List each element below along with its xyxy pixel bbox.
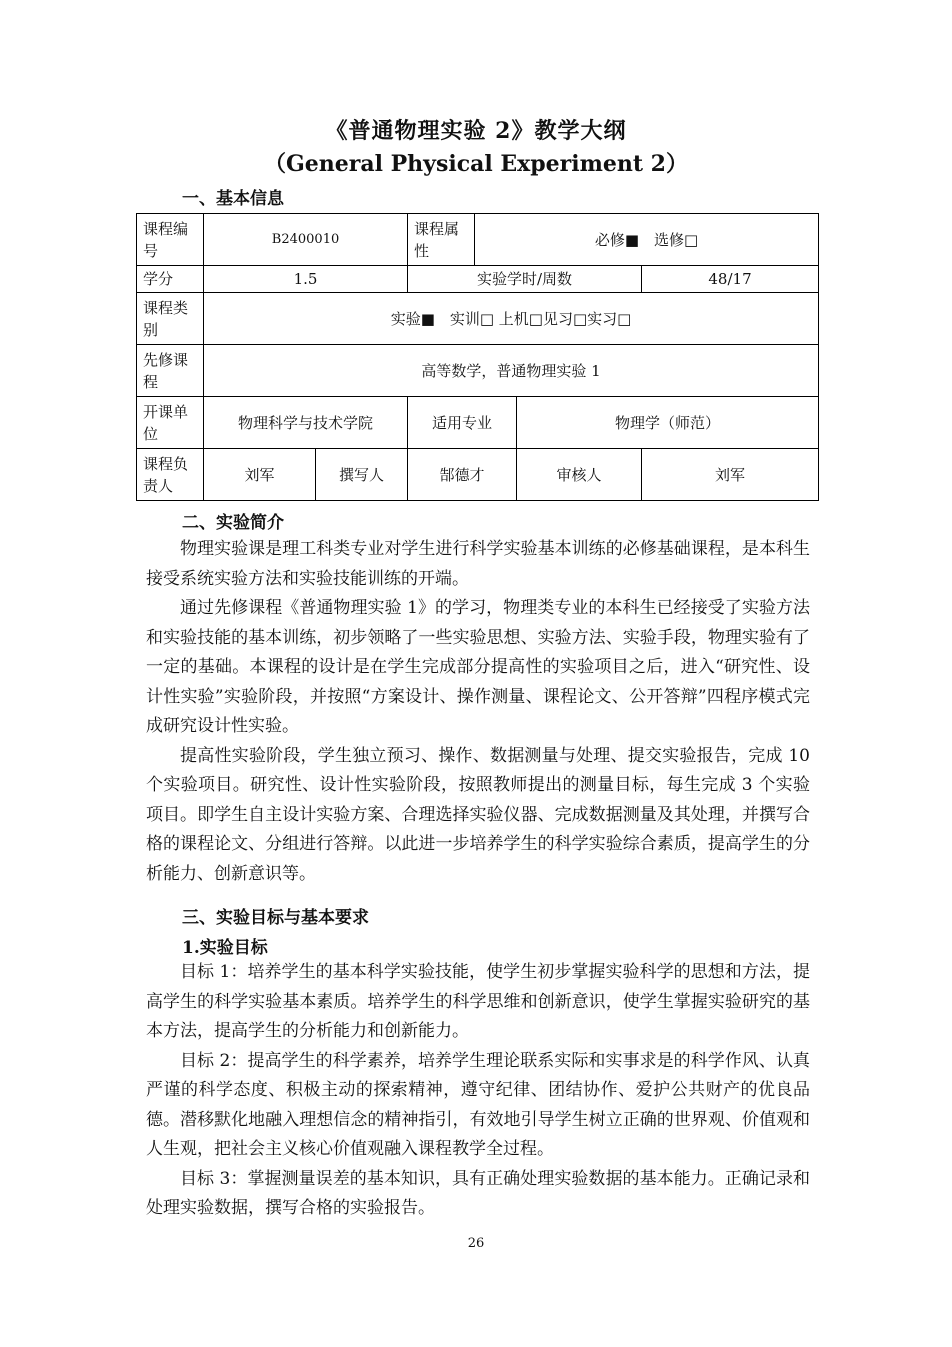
paragraph: 目标 3：掌握测量误差的基本知识，具有正确处理实验数据的基本能力。正确记录和处理实验数据，撰写合格的实验报告。 <box>146 1168 810 1218</box>
document-subtitle: （General Physical Experiment 2） <box>264 151 688 177</box>
paragraph: 目标 1：培养学生的基本科学实验技能，使学生初步掌握实验科学的思想和方法，提高学生的科学实验基本素质。培养学生的科学思维和创新意识，使学生掌握实验研究的基本方法，提高学生的分析能力和创新能力。 <box>146 962 810 1041</box>
paragraph: 提高性实验阶段，学生独立预习、操作、数据测量与处理、提交实验报告，完成 10 个实验项目。研究性、设计性实验阶段，按照教师提出的测量目标，每生完成 3 个实验项目。即学生自主设计实验方案、合理选择实验仪器、完成数据测量及其处理，并撰写合格的课程论文、分组进行答辩。以此进一步培养学生的科学实验综合素质，提高学生的分析能力、创新意识等。 <box>146 745 810 884</box>
dept-label: 开课单位 <box>137 397 204 449</box>
table-row <box>137 345 819 397</box>
basic-info-table <box>136 213 819 501</box>
writer-label: 撰写人 <box>316 449 408 501</box>
course-attr-value: 必修■ 选修□ <box>475 214 819 266</box>
course-code-label: 课程编号 <box>137 214 204 266</box>
table-row <box>137 293 819 345</box>
prereq-label: 先修课程 <box>137 345 204 397</box>
major-value: 物理学（师范） <box>517 397 819 449</box>
owner-value: 刘军 <box>204 449 316 501</box>
dept-value: 物理科学与技术学院 <box>204 397 408 449</box>
paragraph: 目标 2：提高学生的科学素养，培养学生理论联系实际和实事求是的科学作风、认真严谨的科学态度、积极主动的探索精神，遵守纪律、团结协作、爱护公共财产的优良品德。潜移默化地融入理想信念的精神指引，有效地引导学生树立正确的世界观、价值观和人生观，把社会主义核心价值观融入课程教学全过程。 <box>146 1050 810 1159</box>
table-row <box>137 266 819 293</box>
hours-label: 实验学时/周数 <box>408 266 642 293</box>
category-value: 实验■ 实训□ 上机□见习□实习□ <box>204 293 819 345</box>
section1-heading: 一、基本信息 <box>182 189 284 209</box>
table-row <box>137 449 819 501</box>
major-label: 适用专业 <box>408 397 517 449</box>
writer-value: 郜德才 <box>408 449 517 501</box>
page-number: 26 <box>467 1236 485 1251</box>
section3-heading: 三、实验目标与基本要求 <box>182 908 369 928</box>
table-row <box>137 397 819 449</box>
prereq-value: 高等数学，普通物理实验 1 <box>204 345 819 397</box>
course-code-value: B2400010 <box>204 214 408 266</box>
table-row <box>137 214 819 266</box>
section2-body <box>146 535 810 889</box>
category-label: 课程类别 <box>137 293 204 345</box>
course-attr-label: 课程属性 <box>408 214 475 266</box>
owner-label: 课程负责人 <box>137 449 204 501</box>
section3-subheading: 1.实验目标 <box>182 938 268 958</box>
hours-value: 48/17 <box>642 266 819 293</box>
credit-value: 1.5 <box>204 266 408 293</box>
reviewer-label: 审核人 <box>517 449 642 501</box>
reviewer-value: 刘军 <box>642 449 819 501</box>
credit-label: 学分 <box>137 266 204 293</box>
paragraph: 通过先修课程《普通物理实验 1》的学习，物理类专业的本科生已经接受了实验方法和实验技能的基本训练，初步领略了一些实验思想、实验方法、实验手段，物理实验有了一定的基础。本课程的设计是在学生完成部分提高性的实验项目之后，进入“研究性、设计性实验”实验阶段，并按照“方案设计、操作测量、课程论文、公开答辩”四程序模式完成研究设计性实验。 <box>146 598 810 736</box>
document-title: 《普通物理实验 2》教学大纲 <box>325 118 627 144</box>
section2-heading: 二、实验简介 <box>182 513 284 533</box>
section3-body <box>146 958 810 1224</box>
paragraph: 物理实验课是理工科类专业对学生进行科学实验基本训练的必修基础课程，是本科生接受系统实验方法和实验技能训练的开端。 <box>146 539 810 589</box>
